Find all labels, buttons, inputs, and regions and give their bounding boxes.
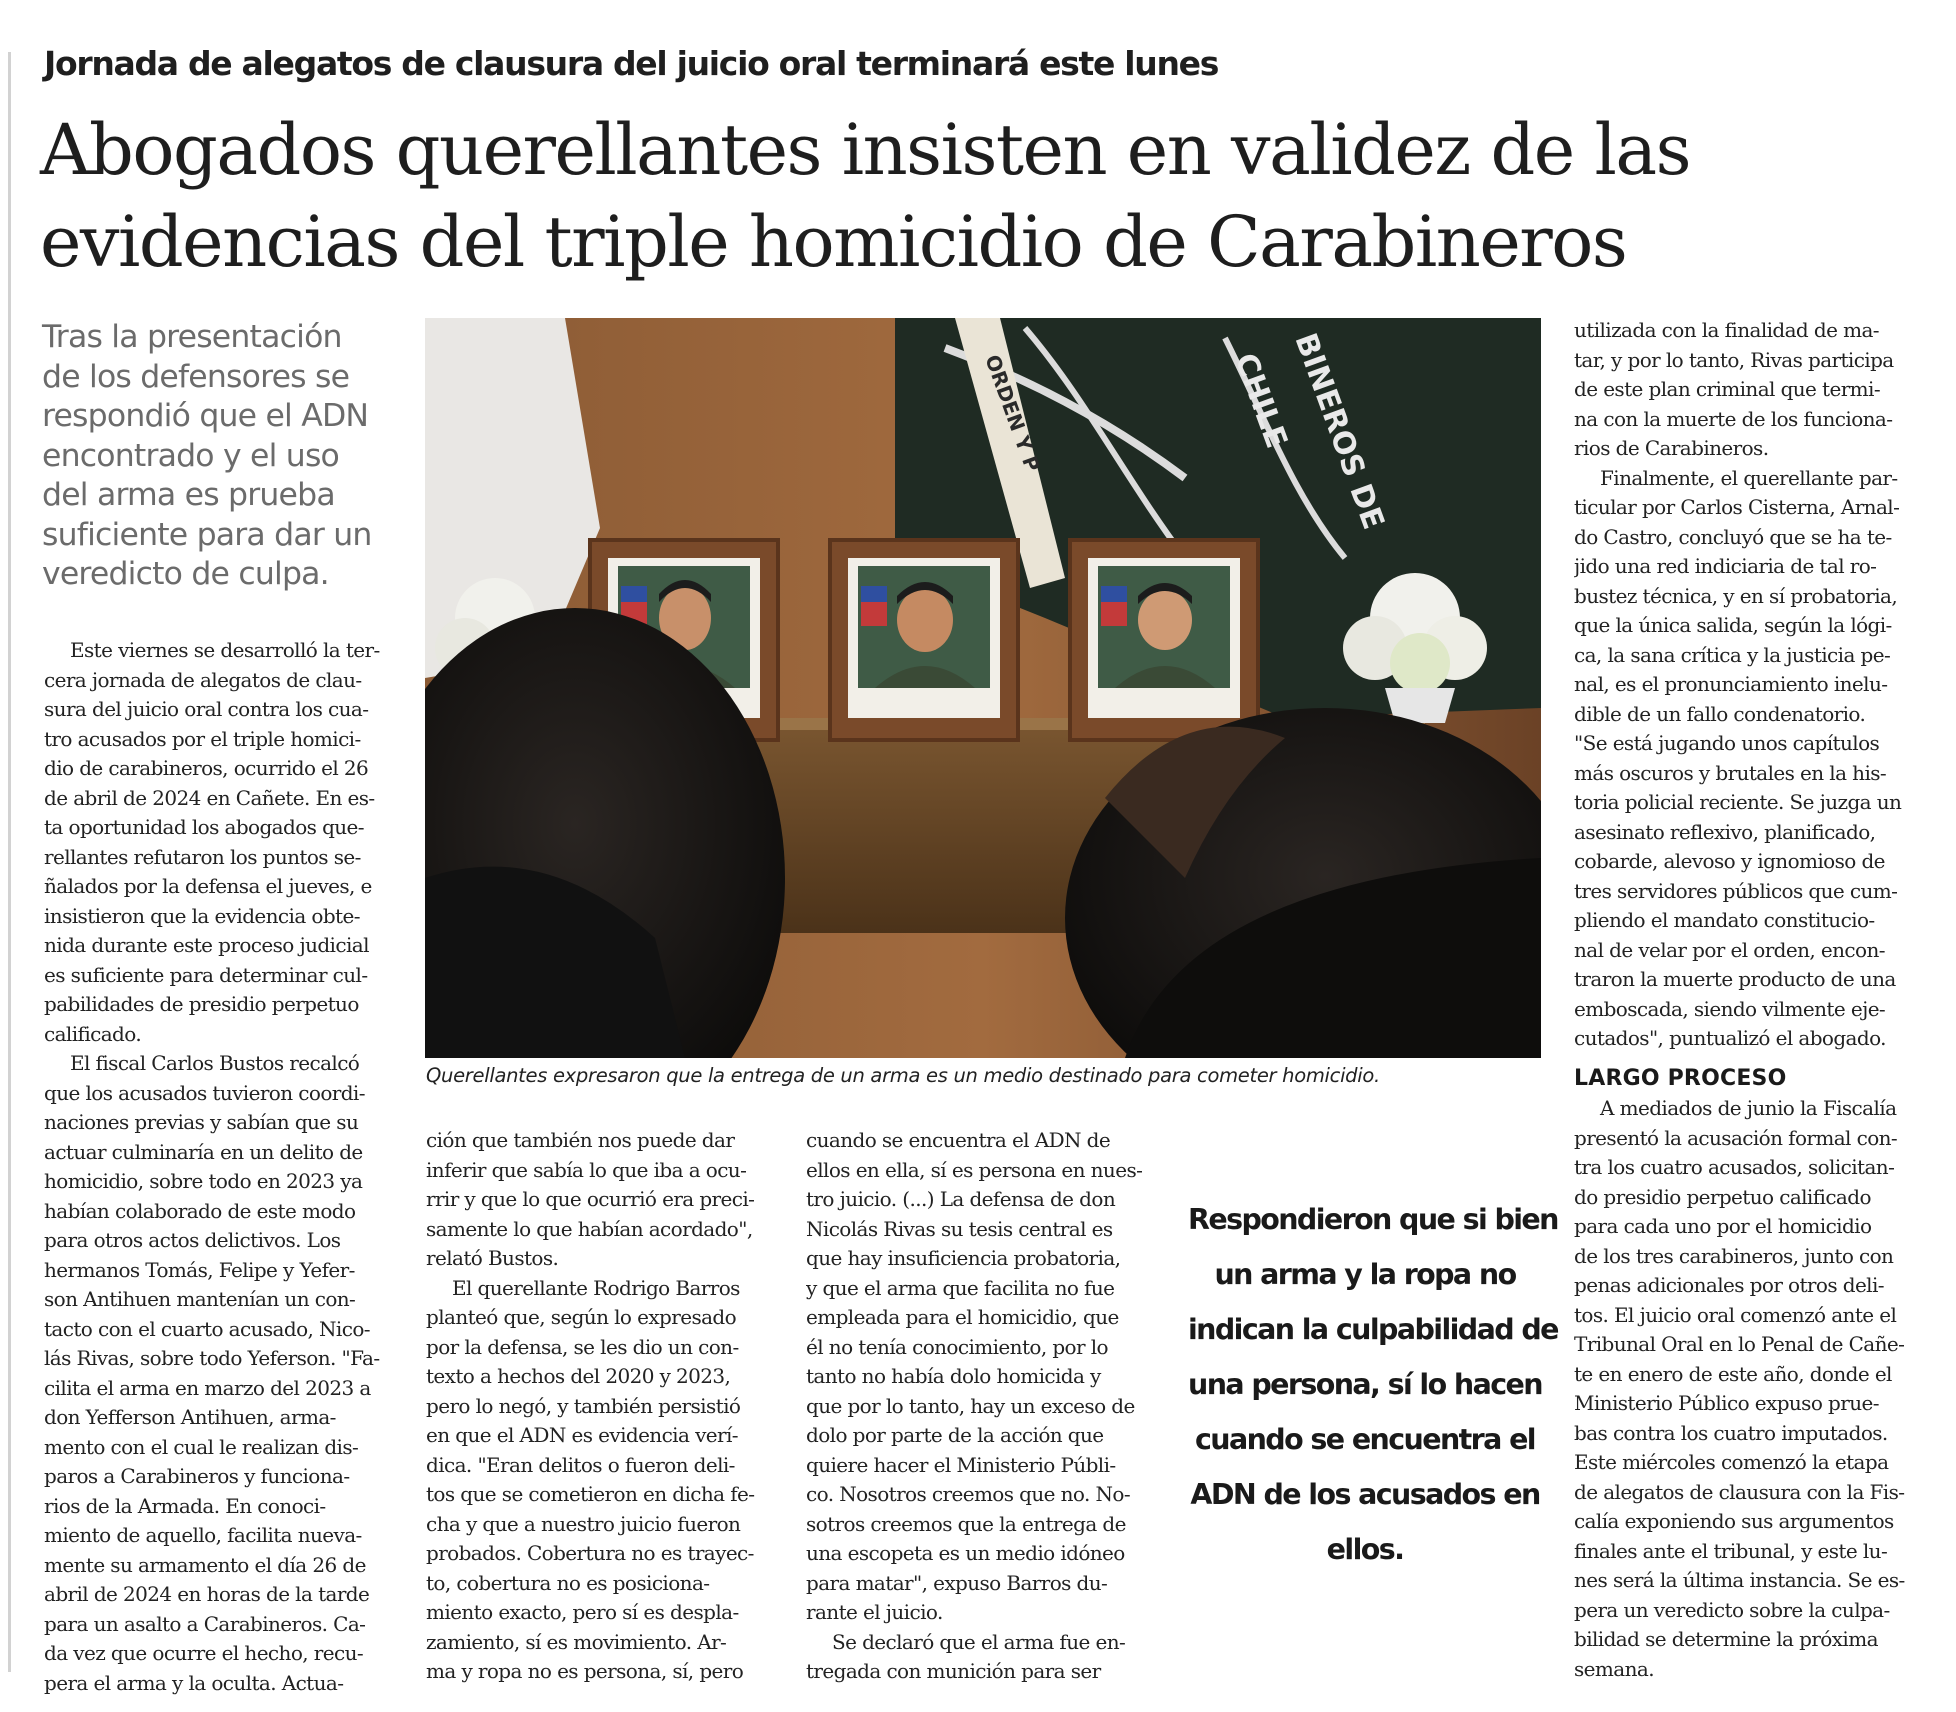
text-line: Finalmente, el querellante par- <box>1600 465 1898 490</box>
text-line: da vez que ocurre el hecho, recu- <box>44 1641 364 1665</box>
dek-line: encontrado y el uso <box>42 437 340 474</box>
text-line: to, cobertura no es posiciona- <box>426 1570 710 1595</box>
text-line: pliendo el mandato constitucio- <box>1574 908 1875 932</box>
text-line: paros a Carabineros y funciona- <box>44 1464 350 1488</box>
text-line: do Castro, concluyó que se ha te- <box>1574 524 1892 549</box>
text-line: naciones previas y sabían que su <box>44 1110 359 1134</box>
dek <box>42 318 402 595</box>
pull-quote-line: ellos. <box>1326 1533 1404 1566</box>
text-line: nal, es el pronunciamiento inelu- <box>1574 672 1888 696</box>
text-line: son Antihuen mantenían un con- <box>44 1287 356 1311</box>
text-line: relató Bustos. <box>426 1246 559 1270</box>
text-line: pera un veredicto sobre la culpa- <box>1574 1597 1890 1622</box>
text-line: ción que también nos puede dar <box>426 1128 735 1152</box>
text-line: toria policial reciente. Se juzga un <box>1574 790 1902 814</box>
pull-quote-line: indican la culpabilidad de <box>1188 1313 1558 1346</box>
text-line: Tribunal Oral en lo Penal de Cañe- <box>1574 1332 1905 1356</box>
text-line: para cada uno por el homicidio <box>1574 1214 1872 1238</box>
text-line: tos. El juicio oral comenzó ante el <box>1574 1302 1897 1327</box>
text-line: de los tres carabineros, junto con <box>1574 1243 1894 1268</box>
text-line: que los acusados tuvieron coordi- <box>44 1080 365 1105</box>
article-column-4-continued <box>1574 1094 1922 1684</box>
text-line: bustez técnica, y en sí probatoria, <box>1574 583 1898 608</box>
text-line: inferir que sabía lo que iba a ocu- <box>426 1157 747 1182</box>
text-line: Se declaró que el arma fue en- <box>832 1629 1126 1654</box>
text-line: dible de un fallo condenatorio. <box>1574 701 1866 726</box>
text-line: es suficiente para determinar cul- <box>44 962 368 987</box>
text-line: dio de carabineros, ocurrido el 26 <box>44 756 369 780</box>
text-line: cuando se encuentra el ADN de <box>806 1128 1111 1152</box>
dek-line: de los defensores se <box>42 358 350 395</box>
text-line: rrir y que lo que ocurrió era preci- <box>426 1187 755 1211</box>
text-line: El fiscal Carlos Bustos recalcó <box>70 1051 360 1075</box>
text-line: bas contra los cuatro imputados. <box>1574 1420 1888 1445</box>
article-column-3 <box>806 1126 1164 1687</box>
text-line: en que el ADN es evidencia verí- <box>426 1423 738 1447</box>
text-line: dica. "Eran delitos o fueron deli- <box>426 1452 735 1477</box>
text-line: rios de la Armada. En conoci- <box>44 1493 326 1518</box>
pull-quote-line: cuando se encuentra el <box>1195 1423 1535 1456</box>
text-line: cilita el arma en marzo del 2023 a <box>44 1375 371 1400</box>
text-line: de abril de 2024 en Cañete. En es- <box>44 785 375 810</box>
text-line: pera el arma y la oculta. Actua- <box>44 1670 344 1695</box>
text-line: nida durante este proceso judicial <box>44 933 369 957</box>
text-line: A mediados de junio la Fiscalía <box>1600 1096 1897 1120</box>
text-line: para otros actos delictivos. Los <box>44 1228 341 1252</box>
text-line: do presidio perpetuo calificado <box>1574 1184 1871 1209</box>
text-line: tanto no había dolo homicida y <box>806 1364 1101 1388</box>
text-line: rante el juicio. <box>806 1600 943 1624</box>
text-line: mento con el cual le realizan dis- <box>44 1434 359 1459</box>
text-line: hermanos Tomás, Felipe y Yefer- <box>44 1257 355 1282</box>
text-line: más oscuros y brutales en la his- <box>1574 760 1887 785</box>
text-line: tacto con el cuarto acusado, Nico- <box>44 1316 370 1341</box>
text-line: planteó que, según lo expresado <box>426 1305 737 1329</box>
text-line: asesinato reflexivo, planificado, <box>1574 819 1876 844</box>
kicker: Jornada de alegatos de clausura del juicio oral terminará este lunes <box>44 44 1219 83</box>
text-line: por la defensa, se les dio un con- <box>426 1334 739 1359</box>
text-line: miento de aquello, facilita nueva- <box>44 1523 362 1547</box>
article-column-2 <box>426 1126 776 1687</box>
text-line: pabilidades de presidio perpetuo <box>44 992 359 1016</box>
text-line: cutados", puntualizó el abogado. <box>1574 1026 1886 1050</box>
text-line: calificado. <box>44 1021 142 1046</box>
text-line: tres servidores públicos que cum- <box>1574 878 1898 903</box>
pull-quote-line: ADN de los acusados en <box>1190 1478 1540 1511</box>
text-line: mente su armamento el día 26 de <box>44 1552 366 1577</box>
text-line: ma y ropa no es persona, sí, pero <box>426 1659 744 1683</box>
text-line: bilidad se determine la próxima <box>1574 1627 1878 1651</box>
text-line: semana. <box>1574 1656 1654 1681</box>
text-line: ellos en ella, sí es persona en nues- <box>806 1157 1143 1182</box>
text-line: tos que se cometieron en dicha fe- <box>426 1482 755 1506</box>
text-line: homicidio, sobre todo en 2023 ya <box>44 1169 363 1193</box>
text-line: para un asalto a Carabineros. Ca- <box>44 1611 366 1636</box>
pull-quote-line: una persona, sí lo hacen <box>1188 1368 1542 1401</box>
text-line: miento exacto, pero sí es despla- <box>426 1600 739 1624</box>
text-line: "Se está jugando unos capítulos <box>1574 731 1880 755</box>
pull-quote <box>1188 1192 1558 1577</box>
text-line: probados. Cobertura no es trayec- <box>426 1541 754 1565</box>
text-line: sotros creemos que la entrega de <box>806 1511 1126 1536</box>
text-line: habían colaborado de este modo <box>44 1198 356 1223</box>
text-line: tro juicio. (...) La defensa de don <box>806 1187 1116 1211</box>
ribbon-text: ORDEN Y P <box>980 351 1045 475</box>
text-line: co. Nosotros creemos que no. No- <box>806 1482 1131 1506</box>
text-line: utilizada con la finalidad de ma- <box>1574 318 1879 342</box>
text-line: Este miércoles comenzó la etapa <box>1574 1450 1889 1474</box>
memorial-photo-illustration <box>425 318 1541 1058</box>
text-line: Ministerio Público expuso prue- <box>1574 1391 1879 1415</box>
text-line: rios de Carabineros. <box>1574 436 1769 460</box>
text-line: El querellante Rodrigo Barros <box>452 1275 740 1300</box>
text-line: Nicolás Rivas su tesis central es <box>806 1216 1113 1241</box>
banner-text: CHILE <box>1227 348 1294 453</box>
text-line: insistieron que la evidencia obte- <box>44 903 360 928</box>
text-line: nes será la última instancia. Se es- <box>1574 1568 1905 1592</box>
text-line: samente lo que habían acordado", <box>426 1216 753 1241</box>
text-line: jido una red indiciaria de tal ro- <box>1574 554 1877 578</box>
text-line: pero lo negó, y también persistió <box>426 1393 741 1418</box>
dek-line: veredicto de culpa. <box>42 556 329 592</box>
text-line: ta oportunidad los abogados que- <box>44 815 364 839</box>
text-line: ca, la sana crítica y la justicia pe- <box>1574 642 1891 667</box>
text-line: él no tenía conocimiento, por lo <box>806 1334 1108 1359</box>
text-line: que la única salida, según la lógi- <box>1574 613 1892 637</box>
section-subhead: LARGO PROCESO <box>1574 1066 1787 1091</box>
pull-quote-line: un arma y la ropa no <box>1214 1258 1516 1291</box>
text-line: tro acusados por el triple homici- <box>44 726 361 751</box>
text-line: empleada para el homicidio, que <box>806 1305 1119 1329</box>
banner-text: BINEROS DE <box>1287 328 1391 535</box>
text-line: traron la muerte producto de una <box>1574 967 1896 991</box>
headline-line: Abogados querellantes insisten en validez de las <box>40 109 1691 191</box>
dek-line: suficiente para dar un <box>42 516 372 553</box>
text-line: don Yefferson Antihuen, arma- <box>44 1405 336 1429</box>
page-edge-rule <box>8 52 11 1672</box>
text-line: para matar", expuso Barros du- <box>806 1570 1108 1595</box>
article-column-1 <box>44 636 394 1698</box>
text-line: rellantes refutaron los puntos se- <box>44 844 361 869</box>
text-line: finales ante el tribunal, y este lu- <box>1574 1538 1888 1563</box>
text-line: cera jornada de alegatos de clau- <box>44 667 362 692</box>
text-line: sura del juicio oral contra los cua- <box>44 697 369 721</box>
text-line: nal de velar por el orden, encon- <box>1574 937 1885 962</box>
text-line: calía exponiendo sus argumentos <box>1574 1509 1894 1533</box>
pull-quote-line: Respondieron que si bien <box>1188 1203 1558 1236</box>
text-line: te en enero de este año, donde el <box>1574 1361 1892 1386</box>
headline-line: evidencias del triple homicidio de Carabineros <box>40 201 1627 283</box>
text-line: quiere hacer el Ministerio Públi- <box>806 1452 1116 1477</box>
text-line: na con la muerte de los funciona- <box>1574 406 1893 431</box>
text-line: presentó la acusación formal con- <box>1574 1125 1898 1150</box>
photo-caption: Querellantes expresaron que la entrega de un arma es un medio destinado para cometer homicidio. <box>426 1064 1380 1087</box>
dek-line: respondió que el ADN <box>42 398 369 434</box>
text-line: de este plan criminal que termi- <box>1574 377 1880 401</box>
text-line: ticular por Carlos Cisterna, Arnal- <box>1574 495 1900 519</box>
text-line: abril de 2024 en horas de la tarde <box>44 1582 370 1606</box>
dek-line: del arma es prueba <box>42 477 335 513</box>
headline <box>40 104 1900 288</box>
text-line: tregada con munición para ser <box>806 1659 1101 1683</box>
text-line: de alegatos de clausura con la Fis- <box>1574 1479 1905 1504</box>
text-line: que por lo tanto, hay un exceso de <box>806 1393 1135 1418</box>
text-line: penas adicionales por otros deli- <box>1574 1273 1884 1297</box>
text-line: que hay insuficiencia probatoria, <box>806 1246 1121 1270</box>
text-line: lás Rivas, sobre todo Yeferson. "Fa- <box>44 1346 380 1370</box>
portrait-frame <box>1070 540 1258 740</box>
text-line: una escopeta es un medio idóneo <box>806 1541 1125 1565</box>
text-line: tar, y por lo tanto, Rivas participa <box>1574 347 1894 372</box>
text-line: texto a hechos del 2020 y 2023, <box>426 1364 731 1388</box>
article-photo <box>425 318 1541 1058</box>
text-line: ñalados por la defensa el jueves, e <box>44 874 372 898</box>
text-line: tra los cuatro acusados, solicitan- <box>1574 1155 1895 1179</box>
text-line: y que el arma que facilita no fue <box>806 1275 1115 1300</box>
text-line: cha y que a nuestro juicio fueron <box>426 1511 741 1536</box>
text-line: Este viernes se desarrolló la ter- <box>70 638 380 662</box>
article-column-4 <box>1574 316 1922 1054</box>
portrait-frame <box>830 540 1018 740</box>
text-line: cobarde, alevoso y ignomioso de <box>1574 849 1885 873</box>
text-line: emboscada, siendo vilmente eje- <box>1574 996 1886 1021</box>
text-line: dolo por parte de la acción que <box>806 1423 1104 1447</box>
dek-line: Tras la presentación <box>42 319 342 355</box>
text-line: zamiento, sí es movimiento. Ar- <box>426 1629 727 1654</box>
text-line: actuar culminaría en un delito de <box>44 1139 363 1164</box>
